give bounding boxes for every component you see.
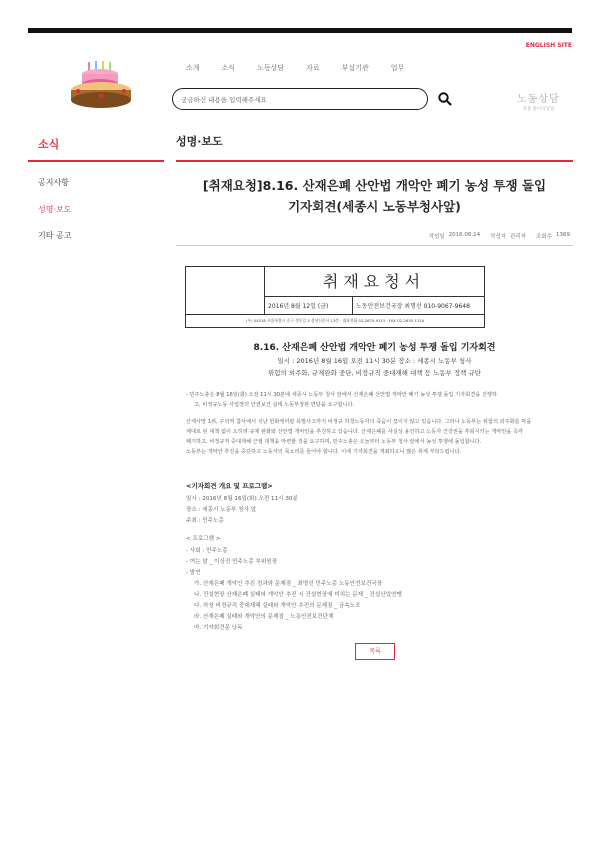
request-box-divider — [352, 296, 353, 314]
program-item: - 발언 — [186, 570, 201, 576]
cake-logo-icon[interactable] — [66, 60, 136, 110]
labor-consult-link[interactable] — [517, 90, 560, 112]
program-item: 마. 기자회견문 낭독 — [194, 625, 243, 631]
views-label: 조회수 — [536, 234, 552, 240]
sidebar-title: 소식 — [38, 138, 60, 151]
meta-divider — [176, 245, 573, 246]
author-value: 관리자 — [510, 234, 527, 240]
program-item: 라. 산재은폐 실태와 개악안의 문제점 _ 노동안전보건단체 — [194, 614, 334, 620]
request-title: 취재요청서 — [322, 272, 426, 291]
article-title-line-1: [취재요청]8.16. 산재은폐 산안법 개악안 폐기 농성 투쟁 돌입 — [202, 178, 547, 193]
views-value: 1369 — [556, 232, 570, 238]
program-host: 주최 : 민주노총 — [186, 518, 224, 524]
paragraph-line: 산재사망 1위, 구의역 참사에서 지난 한화케미칼 폭발사고까지 비정규 하청노동자의 죽음이 끊이지 않고 있습니다. 그러나 노동부는 위험의 외주화를 막을 — [186, 419, 532, 425]
nav-news[interactable]: 소식 — [221, 64, 236, 72]
program-place: 장소 : 세종시 노동부 청사 앞 — [186, 507, 257, 513]
date-value: 2016.08.14 — [448, 232, 481, 238]
article-meta — [419, 232, 570, 240]
paragraph-line: 노동부는 개악안 추진을 중단하고 노동자의 목소리를 들어야 합니다. 이에 기자회견을 개최하오니 많은 취재 부탁드립니다. — [186, 449, 462, 455]
press-host: 위험의 외주화, 규제완화 중단, 비정규직 중대재해 대책 등 노동부 정책 규탄 — [267, 369, 482, 377]
paragraph-line: 폐기하고, 비정규직 중대재해 근절 대책을 마련할 것을 요구하며, 민주노총은 오늘부터 노동부 청사 앞에서 농성 투쟁에 돌입합니다. — [186, 439, 482, 445]
search-input[interactable]: 궁금하신 내용을 입력해주세요 — [172, 88, 428, 110]
paragraph-line: - 민주노총은 8월 16일(화) 오전 11시 30분에 세종시 노동부 청사 앞에서 산재은폐 산안법 개악안 폐기 농성 투쟁 돌입 기자회견을 진행하 — [186, 392, 497, 398]
program-item: - 여는 말 _ 이상진 민주노총 부위원장 — [186, 559, 278, 565]
sidebar-item-statements[interactable]: 성명·보도 — [38, 205, 72, 214]
consult-subtitle: 직종 불이익상담 — [522, 107, 555, 112]
consult-title: 노동상담 — [517, 94, 560, 105]
article-title — [176, 175, 573, 217]
paragraph-line: 제대로 된 대책 없이 오히려 규제 완화와 산안법 개악안을 추진하고 있습니다. 산재은폐를 사실상 용인하고 노동자 건강권을 후퇴시키는 개악안을 즉각 — [186, 429, 524, 435]
request-box-divider — [264, 296, 485, 297]
main-divider — [176, 160, 573, 162]
program-item: 나. 건설현장 산재은폐 실태와 개악안 추진 시 건설현장에 미치는 문제 _ 건설산업연맹 — [194, 592, 402, 598]
list-button[interactable]: 목록 — [355, 643, 395, 660]
press-title: 8.16. 산재은폐 산안법 개악안 폐기 농성 투쟁 돌입 기자회견 — [253, 343, 496, 353]
program-time: 일시 : 2016년 8월 16일(화) 오전 11시 30분 — [186, 496, 298, 502]
request-footer: (우) 04518 서울특별시 중구 정동길 3 경향신문사 13층 · 대표전화 02-2670-9115 · FAX 02-2635-1134 — [245, 318, 425, 323]
request-contact: 노동안전보건국장 최명선 010-9067-9648 — [356, 303, 470, 310]
date-label: 작성일 — [428, 234, 445, 240]
program-item: 가. 산재은폐 개악안 추진 경과와 문제점 _ 최명선 민주노총 노동안전보건국장 — [194, 581, 383, 587]
paragraph-1 — [186, 390, 564, 410]
paragraph-2 — [186, 417, 564, 457]
nav-labor-consult[interactable]: 노동상담 — [257, 64, 285, 72]
press-time: 일시 : 2016년 8월 16일 오전 11시 30분 장소 : 세종시 노동부 청사 — [277, 357, 472, 365]
page-title: 성명·보도 — [176, 135, 223, 148]
sidebar-item-notices[interactable]: 공지사항 — [38, 178, 69, 187]
author-label: 작성자 — [490, 234, 507, 240]
search-icon[interactable] — [438, 92, 452, 106]
top-bar — [28, 28, 572, 33]
nav-affiliates[interactable]: 부설기관 — [341, 64, 369, 72]
sidebar-item-other-notices[interactable]: 기타 공고 — [38, 231, 72, 240]
english-site-link[interactable]: ENGLISH SITE — [525, 42, 572, 49]
nav-work[interactable]: 업무 — [390, 64, 405, 72]
program-item: - 사회 : 민주노총 — [186, 548, 228, 554]
article-title-line-2: 기자회견(세종시 노동부청사앞) — [288, 199, 461, 214]
program-item: 다. 하청 비정규직 중대재해 실태와 개악안 추진의 문제점 _ 금속노조 — [194, 603, 361, 609]
program-list-heading: < 프로그램 > — [186, 536, 221, 542]
nav-resources[interactable]: 자료 — [306, 64, 320, 72]
sidebar-divider — [28, 160, 164, 162]
paragraph-line: 고, 비정규노동 사업장의 안전보건 실태 노동부장관 면담을 요구합니다. — [194, 402, 355, 408]
nav-about[interactable]: 소개 — [186, 64, 200, 72]
main-nav — [186, 63, 426, 73]
request-box-divider — [185, 314, 485, 315]
request-date: 2016년 8월 12일 (금) — [268, 303, 329, 310]
program-heading: <기자회견 개요 및 프로그램> — [186, 482, 273, 490]
